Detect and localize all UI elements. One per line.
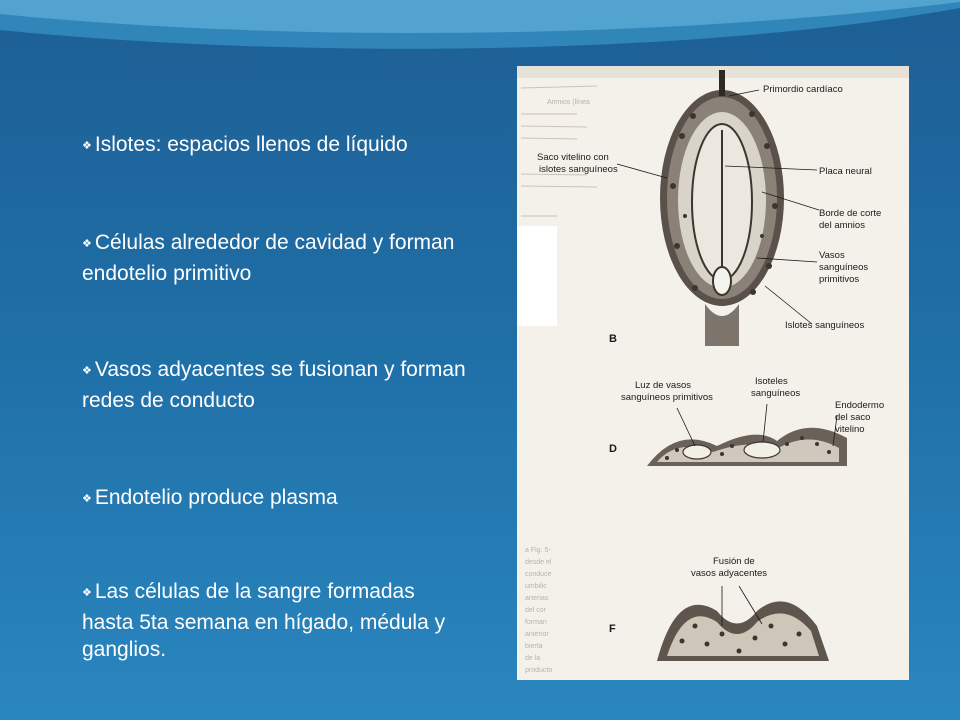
diamond-bullet-icon: ❖ [82, 238, 92, 250]
label-luz-vasos: Luz de vasos [635, 380, 691, 391]
label-endodermo: Endodermo [835, 400, 885, 411]
scan-blank-patch [517, 226, 557, 326]
panel-letter-b: B [609, 333, 617, 345]
label-endodermo: del saco [835, 412, 871, 423]
faint-scan-text: forman [525, 619, 547, 626]
bullet-item: ❖ Islotes: espacios llenos de líquido [82, 133, 408, 156]
embryology-figure [517, 66, 909, 680]
label-saco-vitelino: islotes sanguíneos [539, 164, 618, 175]
diamond-bullet-icon: ❖ [82, 587, 92, 599]
label-fusion-vasos: Fusión de [713, 556, 755, 567]
label-vasos-primitivos: primitivos [819, 274, 860, 285]
panel-letter-d: D [609, 443, 617, 455]
faint-scan-text: de la [525, 655, 541, 662]
label-vasos-primitivos: sanguíneos [819, 262, 869, 273]
label-borde-amnios: del amnios [819, 220, 865, 231]
label-primordio-cardiaco: Primordio cardíaco [763, 84, 843, 95]
diamond-bullet-icon: ❖ [82, 140, 92, 152]
bullet-item: ❖ Vasos adyacentes se fusionan y forman redes de conducto [82, 358, 466, 412]
faint-scan-text: umbilic [525, 583, 547, 590]
diamond-bullet-icon: ❖ [82, 365, 92, 377]
panel-letter-f: F [609, 623, 616, 635]
label-placa-neural: Placa neural [819, 166, 872, 177]
label-isoteles: Isoteles [755, 376, 788, 387]
embryology-illustration [517, 66, 909, 680]
label-fusion-vasos: vasos adyacentes [691, 568, 768, 579]
faint-scan-text: bierta [525, 643, 543, 650]
label-endodermo: vitelino [835, 424, 865, 435]
bullet-item: ❖ Endotelio produce plasma [82, 486, 338, 509]
label-vasos-primitivos: Vasos [819, 250, 845, 261]
faint-scan-text: producto [525, 667, 553, 674]
faint-scan-text: arterias [525, 595, 549, 602]
bullet-item: ❖ Las células de la sangre formadas hasta 5ta semana en hígado, médula y ganglios. [82, 580, 446, 661]
label-luz-vasos: sanguíneos primitivos [621, 392, 713, 403]
label-islotes-sanguineos: Islotes sanguíneos [785, 320, 865, 331]
bullet-item: ❖ Células alrededor de cavidad y forman endotelio primitivo [82, 231, 455, 285]
diamond-bullet-icon: ❖ [82, 493, 92, 505]
faint-scan-text: a Fig. 5- [525, 547, 551, 554]
label-isoteles: sanguíneos [751, 388, 801, 399]
faint-scan-text: conduce [525, 571, 552, 578]
label-borde-amnios: Borde de corte [819, 208, 882, 219]
label-saco-vitelino: Saco vitelino con [537, 152, 609, 163]
faint-scan-text: desde el [525, 559, 552, 566]
faint-scan-text: del cor [525, 607, 547, 614]
faint-scan-text: anterior [525, 631, 549, 638]
faint-scan-text: Amnios (línea [547, 99, 590, 106]
